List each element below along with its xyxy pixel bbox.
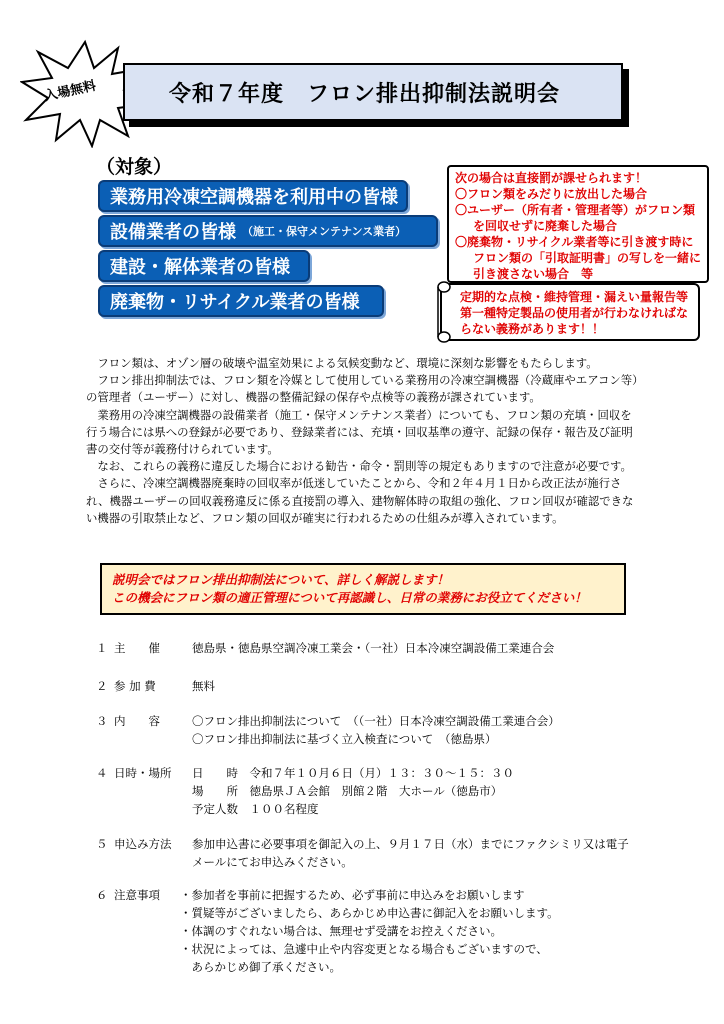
detail-value: あらかじめ御了承ください。 (180, 960, 341, 974)
notice-line: を回収せずに廃棄した場合 (473, 219, 618, 233)
paragraph: フロン類は、オゾン層の破壊や温室効果による気候変動など、環境に深刻な影響をもたらします。 (97, 356, 598, 370)
detail-value: 〇フロン排出抑制法について （（一社）日本冷凍空調設備工業連合会） (192, 714, 560, 728)
paragraph: なお、これらの義務に違反した場合における勧告・命令・罰則等の規定もありますので注意が必要です。 (97, 459, 632, 474)
detail-number: ６ (96, 888, 108, 902)
notice-line: 〇フロン類をみだりに放出した場合 (455, 187, 648, 201)
detail-label: 申込み方法 (114, 837, 172, 851)
detail-number: ３ (96, 714, 108, 728)
free-admission-badge: 入場無料 (43, 78, 98, 105)
page-title: 令和７年度 フロン排出抑制法説明会 (169, 81, 561, 107)
paragraph: さらに、冷凍空調機器廃棄時の回収率が低迷していたことから、令和２年４月１日から改正法が施行され、機器ユーザーの回収義務違反に係る直接罰の導入、建物解体時の取組の強化、フロン回収が確認できない機器の引取禁止など、フロン類の回収が確実に行われるための仕組みが導入されています。 (86, 476, 634, 525)
detail-value: ・参加者を事前に把握するため、必ず事前に申込みをお願いします (180, 888, 525, 902)
detail-value: 無料 (192, 679, 215, 693)
target-item-recycling (98, 285, 384, 317)
scroll-curl-icon (436, 281, 452, 343)
notice-line: フロン類の「引取証明書」の写しを一緒に (473, 251, 702, 265)
obligation-scroll: 定期的な点検・維持管理・漏えい量報告等第一種特定製品の使用者が行わなければならない義務があります！！ (440, 283, 700, 341)
notice-line: 引き渡さない場合 等 (473, 267, 594, 281)
detail-label: 内 容 (114, 714, 160, 728)
highlight-banner (100, 563, 626, 615)
detail-number: ４ (96, 766, 108, 780)
target-item-equipment-users (98, 180, 408, 212)
target-item-note: （施工・保守メンテナンス業者） (242, 225, 407, 238)
detail-label: 日時・場所 (114, 766, 172, 780)
detail-value: 日 時 令和７年１０月６日（月）１３：３０～１５：３０ (192, 766, 514, 780)
banner-line: 説明会ではフロン排出抑制法について、詳しく解説します！ (112, 572, 450, 587)
target-label: （対象） (96, 156, 173, 178)
detail-number: １ (96, 641, 108, 655)
detail-value: 徳島県・徳島県空調冷凍工業会・（一社）日本冷凍空調設備工業連合会 (192, 641, 555, 655)
target-item-construction (98, 250, 310, 282)
notice-line: 〇ユーザー（所有者・管理者等）がフロン類 (455, 203, 696, 217)
detail-number: ２ (96, 679, 108, 693)
detail-value: ・体調のすぐれない場合は、無理せず受講をお控えください。 (180, 924, 502, 938)
detail-value: 予定人数 １００名程度 (192, 802, 319, 816)
target-item-label: 建設・解体業者の皆様 (110, 257, 290, 278)
detail-value: 参加申込書に必要事項を御記入の上、９月１７日（水）までにファクシミリ又は電子 (192, 837, 629, 851)
notice-line: 〇廃棄物・リサイクル業者等に引き渡す時に (455, 235, 694, 249)
paragraph: 業務用の冷凍空調機器の設備業者（施工・保守メンテナンス業者）についても、フロン類の充填・回収を行う場合には県への登録が必要であり、登録業者には、充填・回収基準の遵守、記録の保存・報告及び証明書の交付等が義務付けられています。 (86, 407, 633, 457)
target-item-label: 業務用冷凍空調機器を利用中の皆様 (110, 187, 398, 208)
detail-label: 注意事項 (114, 888, 160, 902)
detail-value: ・状況によっては、急遽中止や内容変更となる場合もございますので、 (180, 942, 548, 956)
target-item-label: 設備業者の皆様 (110, 222, 236, 243)
notice-line: 次の場合は直接罰が課せられます！ (455, 171, 648, 185)
target-item-label: 廃棄物・リサイクル業者の皆様 (110, 292, 360, 313)
detail-number: ５ (96, 837, 108, 851)
detail-value: 場 所 徳島県ＪＡ会館 別館２階 大ホール（徳島市） (192, 784, 503, 798)
detail-value: 〇フロン排出抑制法に基づく立入検査について （徳島県） (192, 732, 497, 746)
paragraph: フロン排出抑制法では、フロン類を冷媒として使用している業務用の冷凍空調機器（冷蔵庫やエアコン等）の管理者（ユーザー）に対し、機器の整備記録の保存や点検等の義務が課されています。 (86, 373, 638, 405)
detail-value: ・質疑等がございましたら、あらかじめ申込書に御記入をお願いします。 (180, 906, 559, 920)
penalty-notice (447, 165, 709, 283)
target-item-installers (98, 215, 438, 247)
detail-label: 主 催 (114, 641, 160, 655)
description (86, 355, 638, 527)
detail-value: メールにてお申込みください。 (192, 855, 353, 869)
title-box (123, 63, 623, 121)
detail-label: 参 加 費 (114, 679, 156, 693)
banner-line: この機会にフロン類の適正管理について再認識し、日常の業務にお役立てください！ (112, 590, 587, 605)
